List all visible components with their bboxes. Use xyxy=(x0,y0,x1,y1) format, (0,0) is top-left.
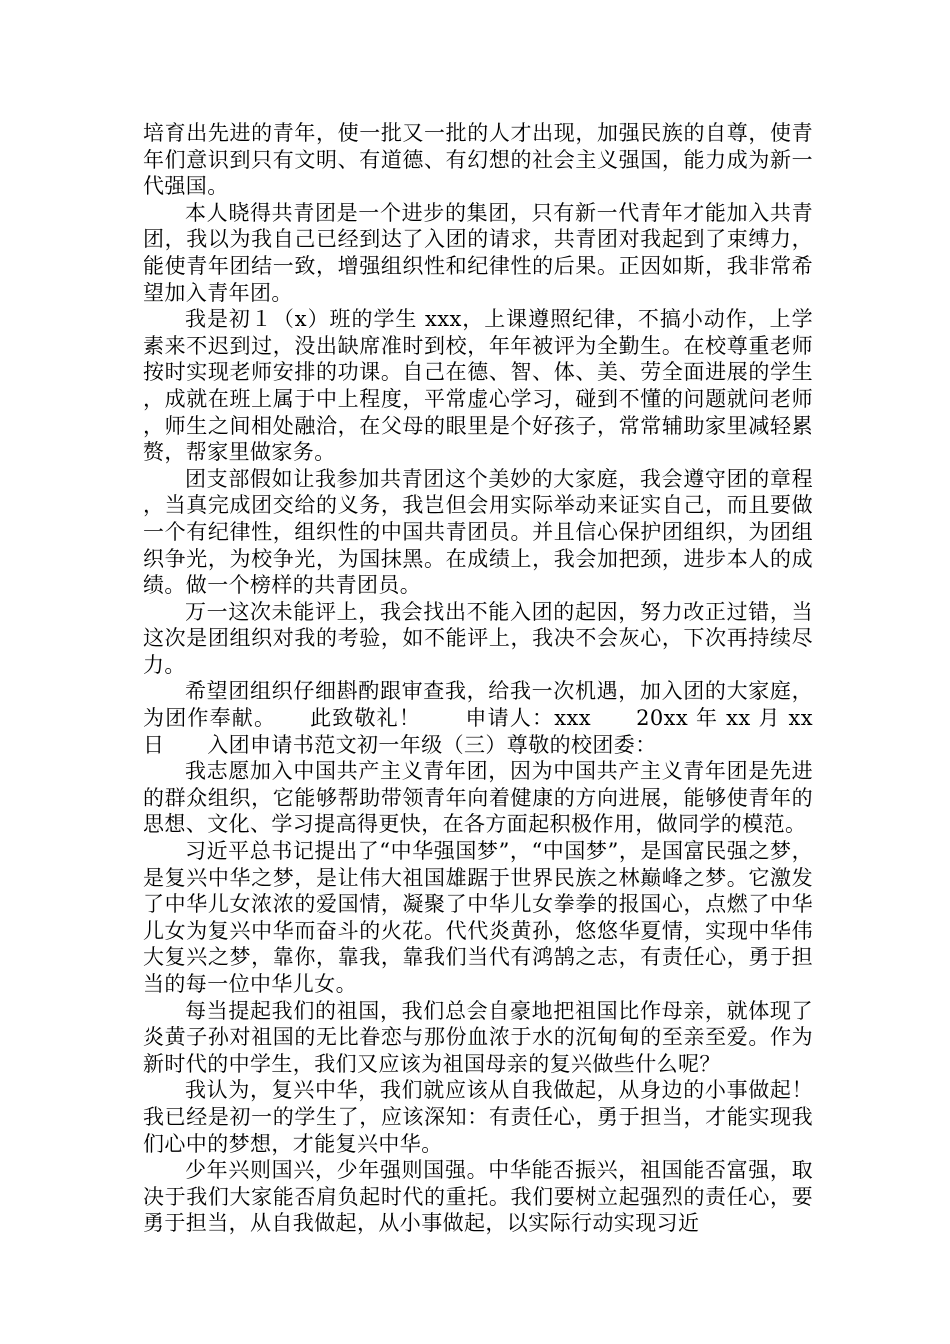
paragraph: 团支部假如让我参加共青团这个美妙的大家庭，我会遵守团的章程，当真完成团交给的义务，我岂但会用实际举动来证实自己，而且要做一个有纪律性，组织性的中国共青团员。并且信心保护团组织，为团组织争光，为校争光，为国抹黑。在成绩上，我会加把颈，进步本人的成绩。做一个榜样的共青团员。 xyxy=(143,466,813,598)
paragraph: 本人晓得共青团是一个进步的集团，只有新一代青年才能加入共青团，我以为我自己已经到达了入团的请求，共青团对我起到了束缚力，能使青年团结一致，增强组织性和纪律性的后果。正因如斯，我非常希望加入青年团。 xyxy=(143,200,813,305)
paragraph: 万一这次未能评上，我会找出不能入团的起因，努力改正过错，当这次是团组织对我的考验，如不能评上，我决不会灰心，下次再持续尽力。 xyxy=(143,599,813,677)
paragraph: 培育出先进的青年，使一批又一批的人才出现，加强民族的自尊，使青年们意识到只有文明、有道德、有幻想的社会主义强国，能力成为新一代强国。 xyxy=(143,121,813,199)
paragraph: 习近平总书记提出了“中华强国梦”，“中国梦”，是国富民强之梦，是复兴中华之梦，是让伟大祖国雄踞于世界民族之林巅峰之梦。它激发了中华儿女浓浓的爱国情，凝聚了中华儿女拳拳的报国心，点燃了中华儿女为复兴中华而奋斗的火花。代代炎黄孙，悠悠华夏情，实现中华伟大复兴之梦，靠你，靠我，靠我们当代有鸿鹄之志，有责任心，勇于担当的每一位中华儿女。 xyxy=(143,839,813,996)
document-body xyxy=(143,120,813,1237)
paragraph: 每当提起我们的祖国，我们总会自豪地把祖国比作母亲，就体现了炎黄子孙对祖国的无比眷恋与那份血浓于水的沉甸甸的至亲至爱。作为新时代的中学生，我们又应该为祖国母亲的复兴做些什么呢？ xyxy=(143,998,813,1076)
paragraph: 我认为，复兴中华，我们就应该从自我做起，从身边的小事做起！我已经是初一的学生了，应该深知：有责任心，勇于担当，才能实现我们心中的梦想，才能复兴中华。 xyxy=(143,1078,813,1156)
paragraph: 我是初１（x）班的学生 xxx，上课遵照纪律，不搞小动作，上学素来不迟到过，没出缺席准时到校，年年被评为全勤生。在校尊重老师按时实现老师安排的功课。自己在德、智、体、美、劳全面进展的学生，成就在班上属于中上程度，平常虚心学习，碰到不懂的问题就问老师，师生之间相处融洽，在父母的眼里是个好孩子，常常辅助家里减轻累赘，帮家里做家务。 xyxy=(143,307,813,465)
paragraph: 少年兴则国兴，少年强则国强。中华能否振兴，祖国能否富强，取决于我们大家能否肩负起时代的重托。我们要树立起强烈的责任心，要勇于担当，从自我做起，从小事做起，以实际行动实现习近 xyxy=(143,1158,813,1236)
paragraph: 希望团组织仔细斟酌跟审查我，给我一次机遇，加入团的大家庭，为团作奉献。 此致敬礼！ 申请人：xxx 20xx 年 xx 月 xx 日 入团申请书范文初一年级（三）尊敬的校团委： xyxy=(143,679,813,757)
paragraph: 我志愿加入中国共产主义青年团，因为中国共产主义青年团是先进的群众组织，它能够帮助带领青年向着健康的方向进展，能够使青年的思想、文化、学习提高得更快，在各方面起积极作用，做同学的模范。 xyxy=(143,759,813,837)
